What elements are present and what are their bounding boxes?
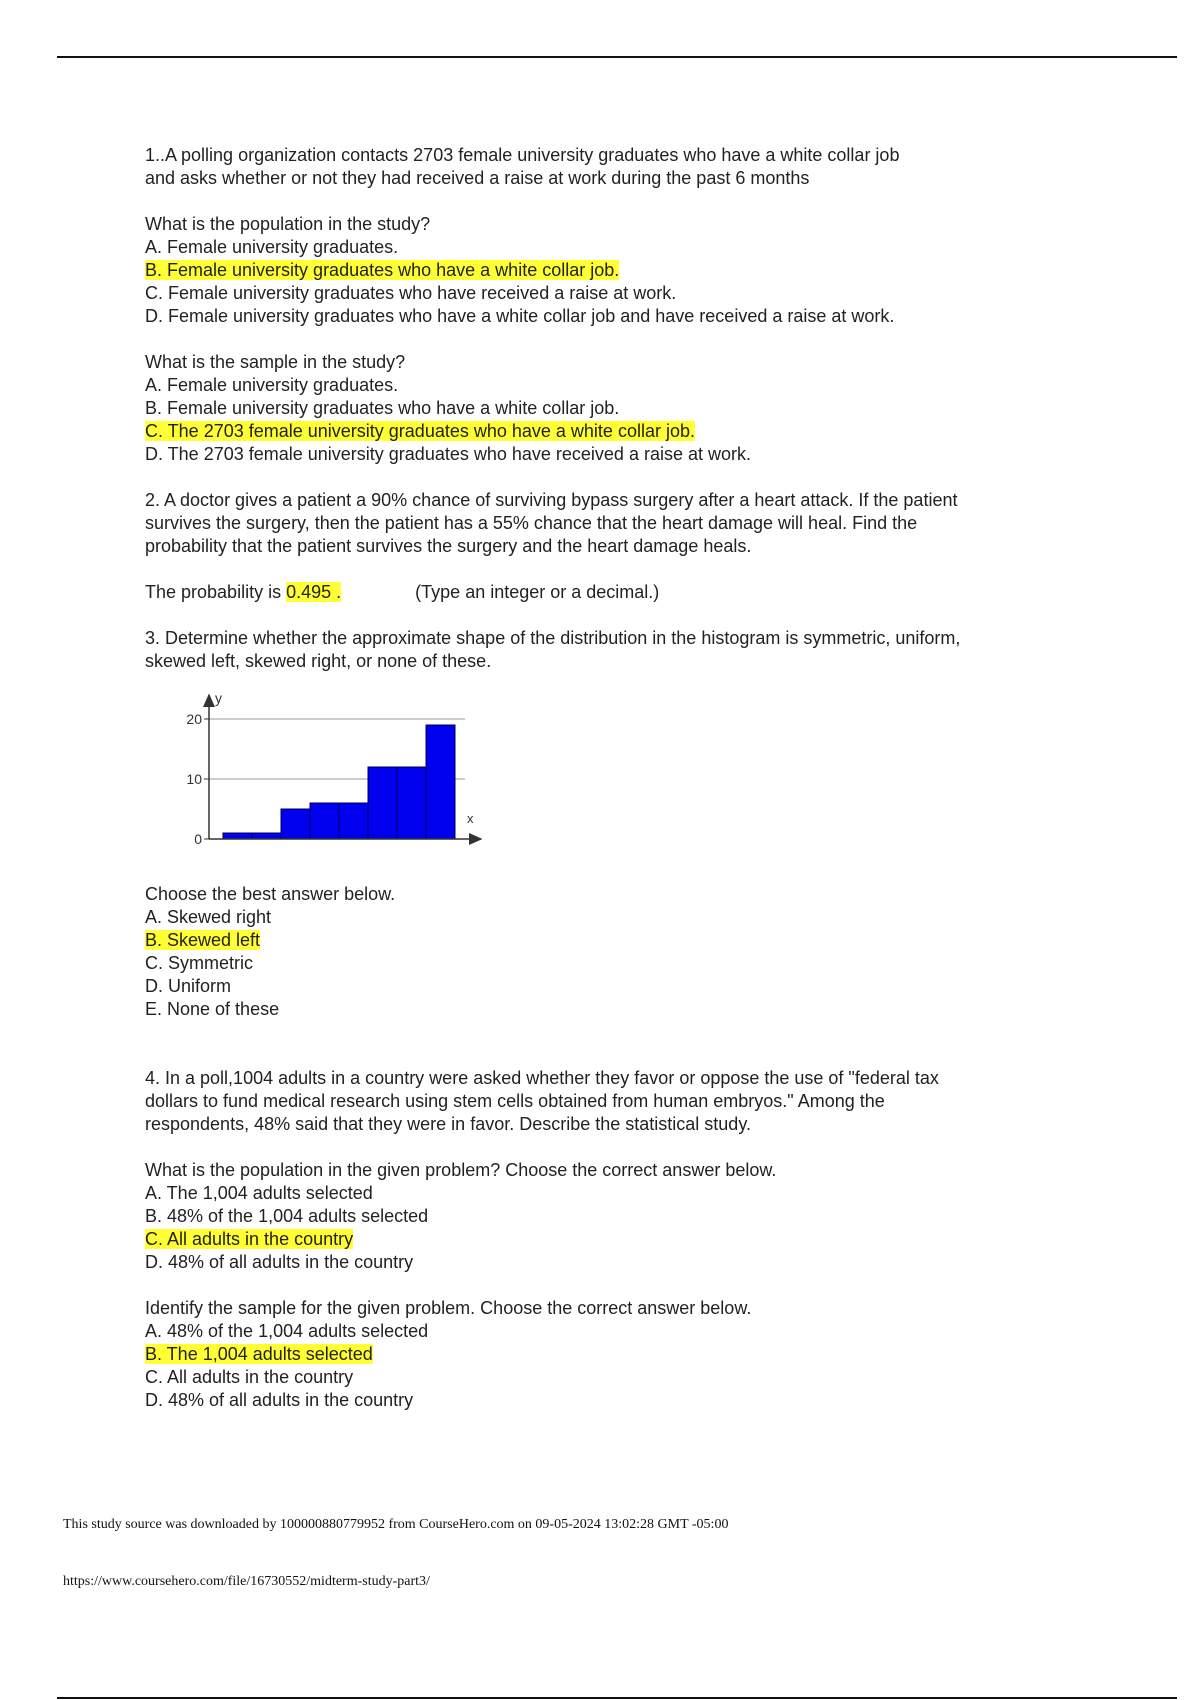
- q4a-option-a: A. The 1,004 adults selected: [145, 1183, 373, 1203]
- document-body: [145, 144, 1085, 1412]
- q1-intro-line-2: and asks whether or not they had received a raise at work during the past 6 months: [145, 168, 810, 188]
- bottom-rule: [57, 1697, 1177, 1699]
- y-tick-label-10: 10: [186, 771, 202, 787]
- q2-text-line-2: survives the surgery, then the patient has a 55% chance that the heart damage will heal. Find the: [145, 513, 918, 533]
- top-rule: [57, 56, 1177, 58]
- histogram-bar-8: [426, 725, 455, 839]
- q4a-option-c: C. All adults in the country: [145, 1229, 354, 1249]
- q1a-option-d: D. Female university graduates who have a white collar job and have received a raise at work.: [145, 306, 895, 326]
- q2-answer-hint: (Type an integer or a decimal.): [415, 582, 660, 602]
- q3-text-line-1: 3. Determine whether the approximate shape of the distribution in the histogram is symmetric, uniform,: [145, 628, 961, 648]
- q4-text-line-3: respondents, 48% said that they were in favor. Describe the statistical study.: [145, 1114, 751, 1134]
- histogram-chart: [145, 683, 525, 873]
- y-tick-label-0: 0: [194, 831, 202, 847]
- y-tick-label-20: 20: [186, 711, 202, 727]
- q4-text-line-2: dollars to fund medical research using stem cells obtained from human embryos." Among the: [145, 1091, 885, 1111]
- question-4: [145, 1067, 1085, 1412]
- histogram-bar-4: [310, 803, 339, 839]
- q4b-option-d: D. 48% of all adults in the country: [145, 1390, 414, 1410]
- question-3: [145, 627, 1085, 1021]
- histogram-bar-7: [397, 767, 426, 839]
- q4b-question: Identify the sample for the given problem. Choose the correct answer below.: [145, 1298, 752, 1318]
- q4-text-line-1: 4. In a poll,1004 adults in a country were asked whether they favor or oppose the use of "federal tax: [145, 1068, 939, 1088]
- q1b-question: What is the sample in the study?: [145, 352, 406, 372]
- question-1: [145, 144, 1085, 466]
- q4b-option-c: C. All adults in the country: [145, 1367, 354, 1387]
- question-2: [145, 489, 1085, 604]
- q4b-option-b: B. The 1,004 adults selected: [145, 1344, 373, 1364]
- download-notice: This study source was downloaded by 100000880779952 from CourseHero.com on 09-05-2024 13:02:28 GMT -05:00: [63, 1517, 729, 1532]
- q3-option-b: B. Skewed left: [145, 930, 261, 950]
- q1b-option-c: C. The 2703 female university graduates who have a white collar job.: [145, 421, 695, 441]
- q1-intro-line-1: 1..A polling organization contacts 2703 female university graduates who have a white collar job: [145, 145, 900, 165]
- chart-bars: [223, 725, 455, 839]
- histogram-bar-5: [339, 803, 368, 839]
- q1b-option-a: A. Female university graduates.: [145, 375, 399, 395]
- q3-text-line-2: skewed left, skewed right, or none of these.: [145, 651, 492, 671]
- q2-answer-prefix: The probability is: [145, 582, 282, 602]
- q1b-option-b: B. Female university graduates who have a white collar job.: [145, 398, 620, 418]
- source-url-link[interactable]: https://www.coursehero.com/file/16730552/midterm-study-part3/: [63, 1574, 430, 1589]
- q1a-option-c: C. Female university graduates who have received a raise at work.: [145, 283, 677, 303]
- q3-option-e: E. None of these: [145, 999, 280, 1019]
- x-axis-label: x: [467, 811, 474, 826]
- q1a-question: What is the population in the study?: [145, 214, 431, 234]
- q4a-option-d: D. 48% of all adults in the country: [145, 1252, 414, 1272]
- q4a-question: What is the population in the given problem? Choose the correct answer below.: [145, 1160, 777, 1180]
- histogram-bar-3: [281, 809, 310, 839]
- y-axis-label: y: [215, 690, 222, 706]
- histogram-bar-6: [368, 767, 397, 839]
- q1a-option-a: A. Female university graduates.: [145, 237, 399, 257]
- q3-prompt: Choose the best answer below.: [145, 884, 396, 904]
- q3-option-d: D. Uniform: [145, 976, 232, 996]
- q2-text-line-3: probability that the patient survives the surgery and the heart damage heals.: [145, 536, 752, 556]
- q4b-option-a: A. 48% of the 1,004 adults selected: [145, 1321, 429, 1341]
- histogram-svg: [165, 683, 505, 868]
- q1b-option-d: D. The 2703 female university graduates who have received a raise at work.: [145, 444, 751, 464]
- histogram-bar-2: [252, 833, 281, 839]
- q2-answer-value: 0.495 .: [286, 582, 342, 602]
- y-ticks: [186, 711, 209, 847]
- histogram-bar-1: [223, 833, 252, 839]
- q3-option-a: A. Skewed right: [145, 907, 272, 927]
- q1a-option-b: B. Female university graduates who have a white collar job.: [145, 260, 620, 280]
- q2-text-line-1: 2. A doctor gives a patient a 90% chance of surviving bypass surgery after a heart attack. If the patient: [145, 490, 958, 510]
- q4a-option-b: B. 48% of the 1,004 adults selected: [145, 1206, 429, 1226]
- q3-option-c: C. Symmetric: [145, 953, 253, 973]
